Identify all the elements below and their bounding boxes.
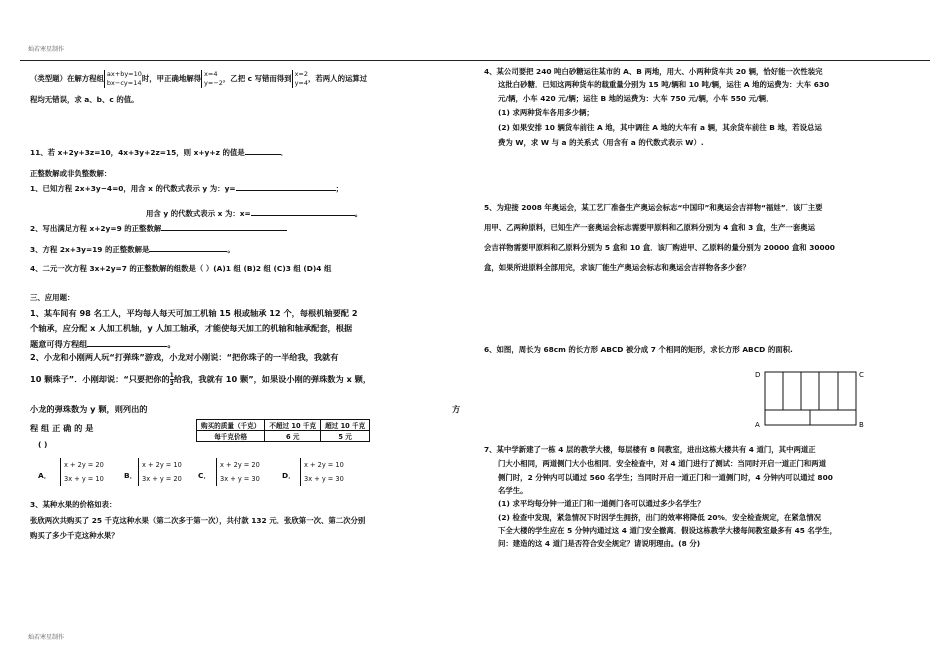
section-integer-solutions: 正整数解或非负整数解：: [30, 169, 112, 178]
answer-blank[interactable]: [161, 222, 287, 231]
footer-watermark-bottom: 灿若寒星制作: [28, 634, 65, 641]
app-q2-line1: 2、小龙和小刚两人玩“打弹珠”游戏，小龙对小刚说：“把你珠子的一半给我，我就有: [30, 352, 339, 362]
p7-line8: 问：建造的这 4 道门是否符合安全规定？请说明理由。(8 分): [498, 539, 701, 548]
integer-q4: 4、二元一次方程 3x+2y=7 的正整数解的组数是（ ）(A)1 组 (B)2 组 (C)3 组 (D)4 组: [30, 264, 332, 273]
vertex-label-b: B: [859, 421, 864, 429]
option-d-system[interactable]: x + 2y = 10 3x + y = 30: [300, 458, 344, 486]
option-c-label[interactable]: C．: [198, 471, 211, 480]
header-rule: [20, 60, 930, 61]
p7-line7: 下全大楼的学生应在 5 分钟内通过这 4 道门安全撤离．假设这栋教学大楼每间教室最多有 45 名学生，: [498, 526, 838, 535]
p7-line3: 侧门时，2 分钟内可以通过 560 名学生；当同时开启一道正门和一道侧门时，4 分钟内可以通过 800: [498, 473, 833, 482]
app-q3-line2: 购买了多少千克这种水果？: [30, 531, 119, 540]
option-b-label[interactable]: B．: [124, 471, 138, 480]
p7-line2: 门大小相同，两道侧门大小也相同．安全检查中，对 4 道门进行了测试：当同时开启一道正门和两道: [498, 459, 827, 468]
p5-line1: 5、为迎接 2008 年奥运会，某工艺厂准备生产奥运会标志“中国印”和奥运会吉祥物“福娃”．该厂主要: [484, 203, 823, 212]
p5-line2: 用甲、乙两种原料，已知生产一套奥运会标志需要甲原料和乙原料分别为 4 盒和 3 盒，生产一套奥运: [484, 223, 815, 232]
app-q2-line2: 10 颗珠子”．小刚却说：“只要把你的 $\frac{1}{3}$ 给我，我就有 10 颗”，如果设小刚的弹珠数为 x 颗，: [30, 372, 372, 387]
p6-question: 6、如图，周长为 68cm 的长方形 ABCD 被分成 7 个相同的矩形，求长方形 ABCD 的面积.: [484, 345, 793, 354]
price-table-cell: 5 元: [321, 431, 370, 442]
integer-q1b: 用含 y 的代数式表示 x 为：x= 。: [146, 209, 363, 218]
answer-blank[interactable]: [251, 207, 355, 216]
option-b-system[interactable]: x + 2y = 10 3x + y = 20: [138, 458, 182, 486]
answer-blank[interactable]: [236, 182, 336, 191]
option-a-label[interactable]: A．: [38, 471, 52, 480]
p7-line4: 名学生。: [498, 486, 528, 495]
p5-line3: 会吉祥物需要甲原料和乙原料分别为 5 盒和 10 盒．该厂购进甲、乙原料的量分别为 20000 盒和 30000: [484, 243, 835, 252]
app-q2-line3: 小龙的弹珠数为 y 颗，则列出的: [30, 404, 148, 414]
app-q2-line4: 程 组 正 确 的 是: [30, 423, 94, 433]
app-q3-title: 3、某种水果的价格如表：: [30, 500, 117, 509]
app-q1-line3: 题意可得方程组 。: [30, 339, 176, 349]
p4-line3: 元/辆，小车 420 元/辆；运往 B 地的运费为：大车 750 元/辆，小车 550 元/辆．: [498, 94, 774, 103]
integer-q2: 2、写出满足方程 x+2y=9 的正整数解: [30, 222, 287, 234]
section-application: 三、应用题：: [30, 293, 75, 302]
p4-line2: 这批白砂糖．已知这两种货车的载重量分别为 15 吨/辆和 10 吨/辆，运往 A 地的运费为：大车 630: [498, 80, 830, 89]
option-d-label[interactable]: D．: [282, 471, 296, 480]
p7-line1: 7、某中学新建了一栋 4 层的教学大楼，每层楼有 8 间教室，进出这栋大楼共有 4 道门，其中两道正: [484, 445, 816, 454]
answer-blank[interactable]: [87, 338, 167, 347]
app-q1-line2: 个轴承，应分配 x 人加工机轴，y 人加工轴承，才能使每天加工的机轴和轴承配套，根据: [30, 323, 353, 333]
vertex-label-d: D: [755, 371, 761, 379]
vertex-label-a: A: [755, 421, 760, 429]
p5-line4: 盒，如果所进原料全部用完，求该厂能生产奥运会标志和奥运会吉祥物各多少套？: [484, 263, 751, 272]
app-q3-line1: 张欣两次共购买了 25 千克这种水果（第二次多于第一次），共付款 132 元．张欣第一次、第二次分别: [30, 516, 366, 525]
price-table-header: 不超过 10 千克: [265, 420, 321, 431]
p4-line6: 费为 W，求 W 与 a 的关系式（用含有 a 的代数式表示 W）.: [498, 138, 704, 147]
type-question-line1: （类型题）在解方程组 ax+by=10 bx−cy=14时，甲正确地解得 x=4 y=−2，乙把 c 写错而得到 x=2 y=4，若两人的运算过: [30, 70, 368, 87]
fraction-one-third: $\frac{1}{3}$: [169, 372, 174, 387]
integer-q1a: 1、已知方程 2x+3y−4=0，用含 x 的代数式表示 y 为：y= ；: [30, 184, 343, 193]
p4-line5: (2) 如果安排 10 辆货车前往 A 地，其中调往 A 地的大车有 a 辆，其余货车前往 B 地，若设总运: [498, 123, 822, 132]
type-question-line2: 程均无错误，求 a、b、c 的值。: [30, 95, 139, 104]
rectangle-abcd-figure: [752, 365, 872, 431]
price-table-cell: 每千克价格: [197, 431, 265, 442]
app-q1-line1: 1、某车间有 98 名工人，平均每人每天可加工机轴 15 根或轴承 12 个，每根机轴要配 2: [30, 308, 358, 318]
integer-q3: 3、方程 2x+3y=19 的正整数解是 。: [30, 245, 235, 254]
option-a-system[interactable]: x + 2y = 20 3x + y = 10: [60, 458, 104, 486]
price-table-header: 购买的质量（千克）: [197, 420, 265, 431]
app-q2-line5: ( ): [38, 440, 48, 449]
app-q2-line3-end: 方: [452, 404, 461, 414]
price-table-cell: 6 元: [265, 431, 321, 442]
vertex-label-c: C: [859, 371, 864, 379]
price-table: [196, 419, 370, 442]
answer-blank[interactable]: [245, 146, 281, 155]
p7-line5: (1) 求平均每分钟一道正门和一道侧门各可以通过多少名学生？: [498, 499, 705, 508]
option-c-system[interactable]: x + 2y = 20 3x + y = 30: [216, 458, 260, 486]
p7-line6: (2) 检查中发现，紧急情况下时因学生拥挤，出门的效率将降低 20%．安全检查规定，在紧急情况: [498, 513, 821, 522]
question-11: 11、若 x+2y+3z=10，4x+3y+2z=15，则 x+y+z 的值是 ．: [30, 148, 289, 157]
p4-line4: (1) 求两种货车各用多少辆；: [498, 108, 594, 117]
header-watermark-top: 灿若寒星制作: [28, 46, 65, 53]
price-table-header: 超过 10 千克: [321, 420, 370, 431]
p4-line1: 4、某公司要把 240 吨白砂糖运往某市的 A、B 两地，用大、小两种货车共 20 辆，恰好能一次性装完: [484, 67, 823, 76]
answer-blank[interactable]: [149, 243, 227, 252]
